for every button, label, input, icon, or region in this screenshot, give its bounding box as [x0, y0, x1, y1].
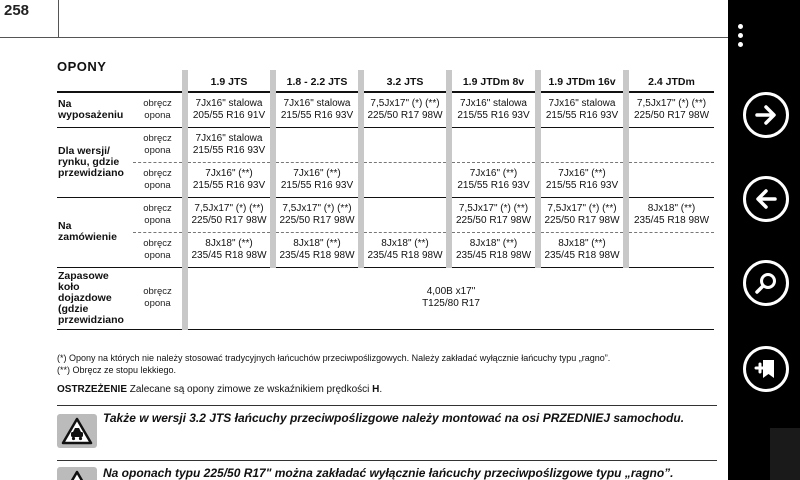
table-cell: 8Jx18" (**) 235/45 R18 98W	[273, 232, 361, 267]
rim-label: obręcz	[143, 237, 172, 249]
table-cell: 7Jx16" stalowa 215/55 R16 93V	[273, 92, 361, 127]
table-row	[57, 232, 714, 267]
search-button[interactable]	[743, 260, 789, 306]
table-cell: 7,5Jx17" (*) (**) 225/50 R17 98W	[538, 197, 626, 232]
next-page-button[interactable]	[743, 92, 789, 138]
rim-label: obręcz	[143, 202, 172, 214]
table-cell: 8Jx18" (**) 235/45 R18 98W	[449, 232, 538, 267]
add-bookmark-button[interactable]	[743, 346, 789, 392]
spare-wheel-value: 4,00B x17" T125/80 R17	[185, 267, 714, 329]
table-cell: 7,5Jx17" (*) (**) 225/50 R17 98W	[273, 197, 361, 232]
table-cell: 7,5Jx17" (*) (**) 225/50 R17 98W	[626, 92, 714, 127]
table-row	[57, 162, 714, 197]
rim-label: obręcz	[143, 167, 172, 179]
callout-box	[57, 460, 717, 480]
search-icon	[753, 270, 779, 296]
table-header-row	[57, 70, 714, 92]
rim-label: obręcz	[143, 132, 172, 144]
rim-label: obręcz	[143, 97, 172, 109]
row-label	[133, 267, 185, 329]
arrow-left-icon	[753, 186, 779, 212]
row-label	[133, 162, 185, 197]
tire-spec-table	[57, 70, 714, 330]
row-group-title: Na wyposażeniu	[57, 92, 133, 127]
page-number: 258	[4, 2, 30, 19]
tire-label: opona	[144, 298, 171, 309]
bookmark-add-icon	[753, 356, 779, 382]
table-row	[57, 92, 714, 127]
table-cell: 7,5Jx17" (*) (**) 225/50 R17 98W	[185, 197, 273, 232]
warning-text: Zalecane są opony zimowe ze wskaźnikiem prędkości	[129, 384, 370, 395]
warning-triangle-icon	[57, 414, 97, 448]
callout-text: Na oponach typu 225/50 R17" można zakładać wyłącznie łańcuchy przeciwpoślizgowe typu „ragno”.	[103, 466, 674, 480]
tire-label: opona	[144, 179, 171, 191]
table-cell: 7Jx16" (**) 215/55 R16 93V	[449, 162, 538, 197]
arrow-right-icon	[753, 102, 779, 128]
callout-box	[57, 405, 717, 455]
tire-label: opona	[144, 249, 171, 261]
rim-label: obręcz	[143, 286, 172, 297]
table-cell	[361, 197, 449, 232]
previous-page-button[interactable]	[743, 176, 789, 222]
table-cell	[361, 127, 449, 162]
footnote: (*) Opony na których nie należy stosować tradycyjnych łańcuchów przeciwpoślizgowych. Należy zakładać wyłącznie łańcuchy typu „ragno”.	[57, 353, 611, 363]
warning-speed: H	[372, 384, 380, 395]
menu-icon[interactable]	[738, 24, 748, 52]
table-cell: 7,5Jx17" (*) (**) 225/50 R17 98W	[361, 92, 449, 127]
footnotes	[57, 352, 717, 376]
table-cell: 7Jx16" (**) 215/55 R16 93V	[538, 162, 626, 197]
page-header	[0, 0, 728, 38]
column-header: 1.9 JTDm 16v	[538, 70, 626, 92]
table-cell: 7Jx16" (**) 215/55 R16 93V	[185, 162, 273, 197]
table-cell: 8Jx18" (**) 235/45 R18 98W	[538, 232, 626, 267]
tire-label: opona	[144, 144, 171, 156]
table-row	[57, 197, 714, 232]
column-header: 1.9 JTS	[185, 70, 273, 92]
table-cell: 7Jx16" stalowa 215/55 R16 93V	[185, 127, 273, 162]
table-cell: 8Jx18" (**) 235/45 R18 98W	[626, 197, 714, 232]
table-row	[57, 127, 714, 162]
table-cell: 7Jx16" (**) 215/55 R16 93V	[273, 162, 361, 197]
table-cell	[273, 127, 361, 162]
warning-triangle-icon	[57, 467, 97, 480]
column-header: 3.2 JTS	[361, 70, 449, 92]
table-cell: 7Jx16" stalowa 205/55 R16 91V	[185, 92, 273, 127]
side-toolbar	[728, 0, 800, 480]
tire-label: opona	[144, 109, 171, 121]
column-header: 1.9 JTDm 8v	[449, 70, 538, 92]
row-label	[133, 92, 185, 127]
column-header: 1.8 - 2.2 JTS	[273, 70, 361, 92]
row-group-title: Na zamówienie	[57, 197, 133, 267]
section-title: OPONY	[57, 59, 107, 74]
callout-text: Także w wersji 3.2 JTS łańcuchy przeciwpoślizgowe należy montować na osi PRZEDNIEJ samochodu.	[103, 411, 685, 425]
row-group-title: Dla wersji/ rynku, gdzie przewidziano	[57, 127, 133, 197]
table-cell: 8Jx18" (**) 235/45 R18 98W	[185, 232, 273, 267]
table-cell: 7,5Jx17" (*) (**) 225/50 R17 98W	[449, 197, 538, 232]
table-cell	[449, 127, 538, 162]
table-cell	[626, 127, 714, 162]
warning-label: OSTRZEŻENIE	[57, 384, 128, 395]
table-cell	[361, 162, 449, 197]
header-divider	[58, 0, 59, 38]
column-header: 2.4 JTDm	[626, 70, 714, 92]
row-label	[133, 232, 185, 267]
table-cell	[538, 127, 626, 162]
scroll-indicator	[770, 428, 800, 480]
row-label	[133, 127, 185, 162]
table-cell: 8Jx18" (**) 235/45 R18 98W	[361, 232, 449, 267]
table-cell	[626, 232, 714, 267]
warning-end: .	[379, 384, 383, 395]
table-cell	[626, 162, 714, 197]
table-cell: 7Jx16" stalowa 215/55 R16 93V	[449, 92, 538, 127]
row-label	[133, 197, 185, 232]
tire-label: opona	[144, 214, 171, 226]
row-group-title: Zapasowe koło dojazdowe (gdzie przewidziano	[57, 267, 133, 329]
footnote: (**) Obręcz ze stopu lekkiego.	[57, 365, 177, 375]
warning-line	[57, 384, 382, 395]
table-row	[57, 267, 714, 329]
table-cell: 7Jx16" stalowa 215/55 R16 93V	[538, 92, 626, 127]
